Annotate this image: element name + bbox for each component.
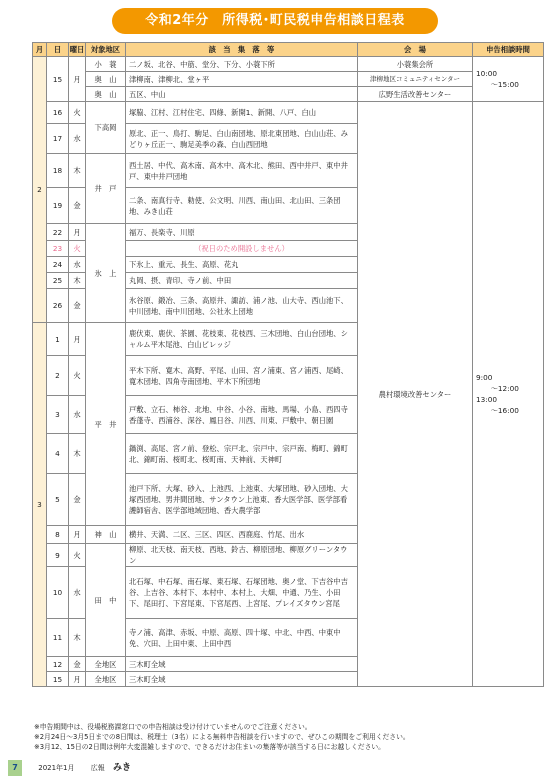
month-cell: 2 <box>33 57 47 323</box>
villages-cell: 寺ノ浦、高津、赤坂、中原、高原、四十塚、中北、中西、中東中免、穴田、上田中東、上田中西 <box>126 619 358 657</box>
day-cell: 9 <box>47 544 69 567</box>
villages-cell: 西土居、中代、高木南、高木中、高木北、熊田、西中井戸、東中井戸、東中井戸団地 <box>126 154 358 188</box>
area-cell: 小 蓑 <box>86 57 126 72</box>
villages-cell: 津柳南、津柳北、堂ヶ平 <box>126 72 358 87</box>
day-cell: 24 <box>47 257 69 273</box>
villages-cell: 丸岡、摂、青印、寺ノ前、中田 <box>126 273 358 289</box>
weekday-cell: 月 <box>69 57 86 102</box>
day-cell: 15 <box>47 672 69 687</box>
publication-label: 広報 <box>90 764 105 772</box>
villages-cell: 氷谷原、鍛冶、三条、高原井、諏訪、浦ノ池、山大寺、西山池下、中川団地、南中川団地、公社氷上団地 <box>126 289 358 323</box>
villages-cell: 北石塚、中石塚、南石塚、東石塚、石塚団地、奥ノ堂、下吉谷中吉谷、上吉谷、本村下、本村中、本村上、大畑、中通、乃生、小田下、尾田打、下宮尾東、下宮尾西、上宮尾、プレイズタウン宮尾 <box>126 567 358 619</box>
villages-cell: 戸敷、立石、柿谷、北地、中谷、小谷、南地、馬場、小島、西四寺香蓬寺、西浦谷、深谷、鳳日谷、川西、川東、戸敷中、朝日園 <box>126 396 358 434</box>
weekday-cell: 木 <box>69 273 86 289</box>
schedule-table <box>32 42 544 687</box>
area-cell: 平 井 <box>86 323 126 526</box>
table-row <box>33 87 544 102</box>
page-title: 令和2年分 所得税･町民税申告相談日程表 <box>112 8 438 34</box>
day-cell: 10 <box>47 567 69 619</box>
table-row <box>33 72 544 87</box>
day-cell: 19 <box>47 188 69 224</box>
footnote-2: ※2月24日〜3月5日までの8日間は、税理士（3名）による無料申告相談を行いますので、ぜひこの期間をご利用ください。 <box>34 733 410 741</box>
villages-cell: 横井、天満、二区、三区、四区、西鹿庭、竹尾、出水 <box>126 526 358 544</box>
publication-logo: みき <box>112 763 131 773</box>
page-number: 7 <box>8 760 22 776</box>
villages-cell: 原北、正一、鳥打、駒足、白山南団地、原北東団地、白山山荘、みどりヶ丘正一、駒足美季の森、白山西団地 <box>126 124 358 154</box>
weekday-cell: 月 <box>69 323 86 356</box>
header-day: 日 <box>47 43 69 57</box>
villages-cell: 池戸下所、大塚、砂入、上池西、上池東、大塚団地、砂入団地、大塚西団地、男井間団地、サンタウン上池東、香大医学部、医学部看護師宿舎、医学部地域団地、香大農学部 <box>126 474 358 526</box>
villages-cell: 鍋渕、高尾、宮ノ前、登松、宗戸北、宗戸中、宗戸南、梅町、錦町北、錦町南、桜町北、桜町南、天神前、天神町 <box>126 434 358 474</box>
day-cell: 8 <box>47 526 69 544</box>
area-cell: 井 戸 <box>86 154 126 224</box>
area-cell: 神 山 <box>86 526 126 544</box>
villages-cell: 鹿伏東、鹿伏、茶園、花枝東、花枝西、三木団地、白山台団地、シャルム平木尾池、白山ビレッジ <box>126 323 358 356</box>
area-cell: 全地区 <box>86 657 126 672</box>
weekday-cell: 月 <box>69 672 86 687</box>
area-cell: 奥 山 <box>86 87 126 102</box>
page-footer <box>8 760 308 776</box>
villages-cell: 平木下所、寛木、高野、平尾、山田、宮ノ浦東、宮ノ浦西、尾崎、寛木団地、四角寺南団地、平木下所団地 <box>126 356 358 396</box>
day-cell: 5 <box>47 474 69 526</box>
weekday-cell: 金 <box>69 188 86 224</box>
villages-cell: 二ノ坂、北谷、中筋、堂分、下分、小蓑下所 <box>126 57 358 72</box>
area-cell: 氷 上 <box>86 224 126 323</box>
villages-cell: 三木町全域 <box>126 657 358 672</box>
header-area: 対象地区 <box>86 43 126 57</box>
villages-cell: 三木町全域 <box>126 672 358 687</box>
day-cell: 4 <box>47 434 69 474</box>
villages-cell: 柳原、北天枝、南天枝、西地、鈴古、柳原団地、柳原グリーンタウン <box>126 544 358 567</box>
table-row <box>33 57 544 72</box>
day-cell: 15 <box>47 57 69 102</box>
weekday-cell: 水 <box>69 396 86 434</box>
area-cell: 田 中 <box>86 544 126 657</box>
venue-cell: 小蓑集会所 <box>358 57 473 72</box>
header-weekday: 曜日 <box>69 43 86 57</box>
time-cell: 9:00 〜12:00 13:00 〜16:00 <box>473 102 544 687</box>
day-cell: 26 <box>47 289 69 323</box>
venue-cell: 農村環境改善センター <box>358 102 473 687</box>
weekday-cell: 金 <box>69 289 86 323</box>
weekday-cell: 火 <box>69 356 86 396</box>
issue-date: 2021年1月 <box>38 764 75 772</box>
header-villages: 該 当 集 落 等 <box>126 43 358 57</box>
day-cell: 2 <box>47 356 69 396</box>
footnotes <box>34 722 544 752</box>
month-cell: 3 <box>33 323 47 687</box>
villages-cell: 下氷上、重元、長生、高原、花丸 <box>126 257 358 273</box>
weekday-cell: 火 <box>69 241 86 257</box>
weekday-cell: 木 <box>69 154 86 188</box>
day-cell: 11 <box>47 619 69 657</box>
table-row <box>33 102 544 124</box>
villages-cell: 福万、長楽寺、川原 <box>126 224 358 241</box>
weekday-cell: 火 <box>69 102 86 124</box>
weekday-cell: 金 <box>69 474 86 526</box>
weekday-cell: 月 <box>69 526 86 544</box>
day-cell: 12 <box>47 657 69 672</box>
area-cell: 下高岡 <box>86 102 126 154</box>
weekday-cell: 月 <box>69 224 86 241</box>
villages-cell: 二条、南真行寺、勅使、公文明、川西、南山田、北山田、三条団地、みき山荘 <box>126 188 358 224</box>
day-cell: 23 <box>47 241 69 257</box>
weekday-cell: 水 <box>69 567 86 619</box>
venue-cell: 津柳地区コミュニティセンター <box>358 72 473 87</box>
area-cell: 奥 山 <box>86 72 126 87</box>
holiday-notice: （祝日のため開設しません） <box>126 241 358 257</box>
weekday-cell: 水 <box>69 124 86 154</box>
day-cell: 25 <box>47 273 69 289</box>
day-cell: 1 <box>47 323 69 356</box>
table-header-row <box>33 43 544 57</box>
header-month: 月 <box>33 43 47 57</box>
time-cell: 10:00 〜15:00 <box>473 57 544 102</box>
area-cell: 全地区 <box>86 672 126 687</box>
footnote-3: ※3月12、15日の2日間は例年大変混雑しますので、できるだけお住まいの集落等が該当する日にお越しください。 <box>34 743 385 751</box>
weekday-cell: 水 <box>69 257 86 273</box>
day-cell: 16 <box>47 102 69 124</box>
venue-cell: 広野生活改善センター <box>358 87 473 102</box>
day-cell: 17 <box>47 124 69 154</box>
weekday-cell: 木 <box>69 619 86 657</box>
weekday-cell: 金 <box>69 657 86 672</box>
day-cell: 18 <box>47 154 69 188</box>
villages-cell: 塚脇、江村、江村住宅、四條、新開1、新開、八戸、白山 <box>126 102 358 124</box>
weekday-cell: 木 <box>69 434 86 474</box>
villages-cell: 五区、中山 <box>126 87 358 102</box>
footnote-1: ※申告期間中は、役場税務課窓口での申告相談は受け付けていませんのでご注意ください。 <box>34 723 312 731</box>
day-cell: 22 <box>47 224 69 241</box>
header-venue: 会 場 <box>358 43 473 57</box>
header-time: 申告相談時間 <box>473 43 544 57</box>
day-cell: 3 <box>47 396 69 434</box>
weekday-cell: 火 <box>69 544 86 567</box>
